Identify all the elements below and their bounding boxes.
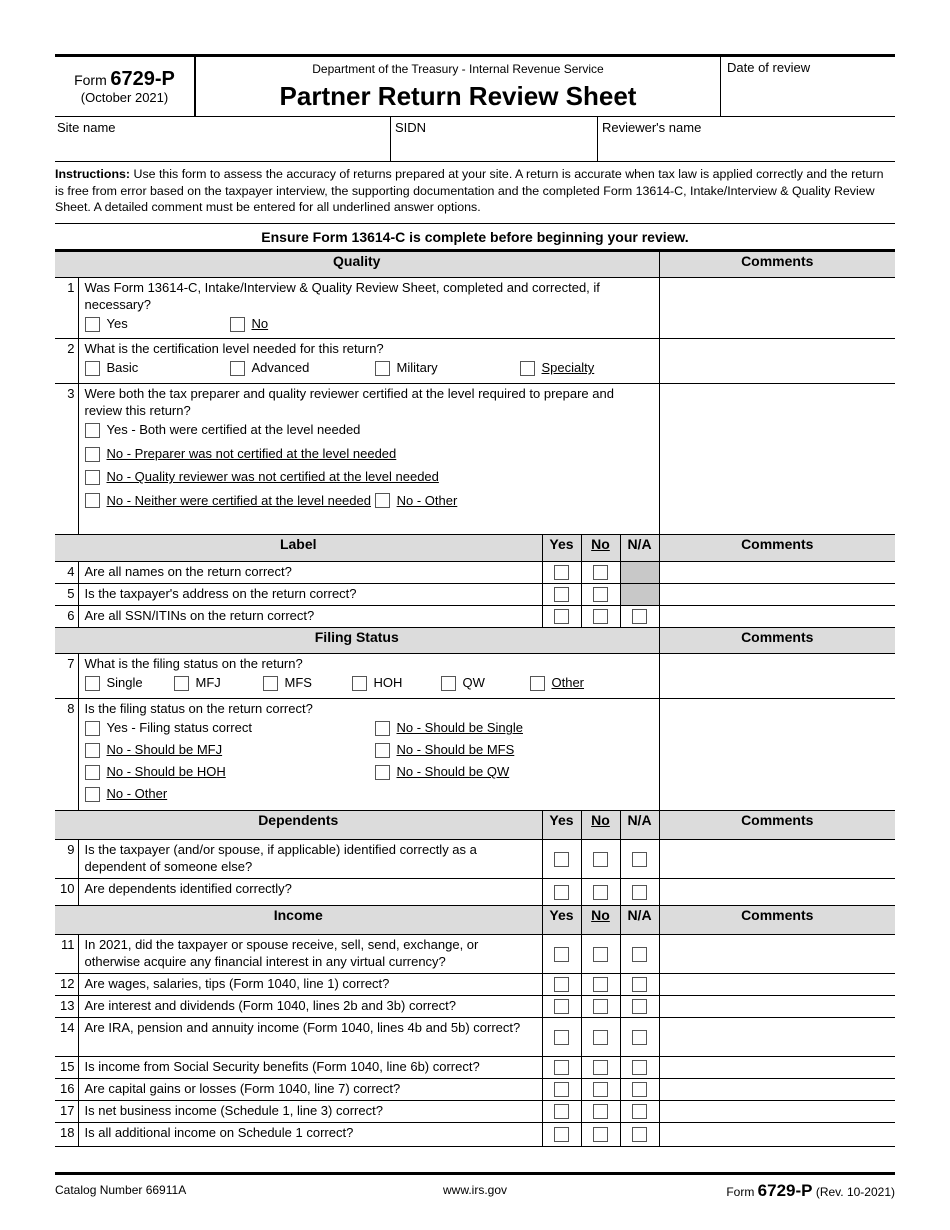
na-cell-disabled [620,562,659,584]
section-title-dependents: Dependents [55,811,542,840]
option-label: HOH [373,675,403,691]
question-row-7 [55,654,895,699]
comment-cell[interactable] [659,840,895,879]
question-text: Is the taxpayer's address on the return correct? [78,584,542,606]
site-info-row [55,117,895,162]
section-header-quality [55,252,895,278]
comment-cell[interactable] [659,1079,895,1101]
yes-checkbox[interactable] [554,565,569,580]
yes-cell [542,996,581,1018]
comment-cell[interactable] [659,384,895,535]
checkbox[interactable] [352,676,367,691]
agency-name: Department of the Treasury - Internal Revenue Service [312,62,604,76]
question-row-16 [55,1079,895,1101]
na-cell [620,606,659,628]
no-checkbox[interactable] [593,947,608,962]
question-row-1 [55,278,895,339]
comment-cell[interactable] [659,1101,895,1123]
na-checkbox[interactable] [632,1082,647,1097]
form-label: Form [74,72,107,88]
yes-checkbox[interactable] [554,1030,569,1045]
question-row-4 [55,562,895,584]
na-checkbox[interactable] [632,977,647,992]
option-no-mfs[interactable] [375,740,625,762]
question-cell [78,384,659,535]
checkbox[interactable] [85,493,100,508]
question-text: Is net business income (Schedule 1, line 3) correct? [78,1101,542,1123]
section-title-filing-status: Filing Status [55,628,659,654]
question-number: 3 [55,384,78,535]
option-no-neither[interactable] [85,490,371,512]
na-checkbox[interactable] [632,852,647,867]
option-label: QW [462,675,485,691]
question-row-3 [55,384,895,535]
checkbox[interactable] [85,676,100,691]
checkbox[interactable] [375,765,390,780]
question-text: Are dependents identified correctly? [78,879,542,906]
answer-options [85,673,654,695]
site-name-label: Site name [57,120,116,135]
section-header-filing-status [55,628,895,654]
comments-header: Comments [659,906,895,935]
question-text: Is the taxpayer (and/or spouse, if applicable) identified correctly as a dependent of someone else? [78,840,542,879]
question-row-11 [55,935,895,974]
option-other[interactable] [530,673,585,695]
no-cell [581,996,620,1018]
checkbox[interactable] [85,765,100,780]
checkbox[interactable] [230,317,245,332]
answer-options [85,358,654,380]
na-checkbox[interactable] [632,885,647,900]
question-text: Is all additional income on Schedule 1 correct? [78,1123,542,1147]
checkbox[interactable] [174,676,189,691]
yes-checkbox[interactable] [554,1104,569,1119]
instructions [55,162,895,224]
comment-cell[interactable] [659,339,895,384]
no-checkbox[interactable] [593,1060,608,1075]
option-no[interactable] [230,314,269,336]
no-checkbox[interactable] [593,1127,608,1142]
no-cell [581,879,620,906]
answer-options [85,314,654,336]
option-label: No - Should be MFJ [106,742,223,758]
no-checkbox[interactable] [593,1082,608,1097]
na-cell [620,996,659,1018]
review-table [55,251,895,1147]
site-name-field[interactable] [55,117,391,161]
checkbox[interactable] [375,493,390,508]
option-label: No - Neither were certified at the level needed [106,492,371,508]
no-checkbox[interactable] [593,1030,608,1045]
no-cell [581,1079,620,1101]
option-label: Yes - Filing status correct [106,720,252,736]
na-header: N/A [620,906,659,935]
na-cell [620,935,659,974]
date-of-review-field[interactable] [720,57,895,116]
no-checkbox[interactable] [593,885,608,900]
checkbox[interactable] [375,743,390,758]
option-label: Yes - Both were certified at the level needed [106,422,361,438]
no-header: No [581,811,620,840]
question-text: Was Form 13614-C, Intake/Interview & Quality Review Sheet, completed and corrected, if necessary? [84,280,600,312]
option-label: No - Quality reviewer was not certified at the level needed [106,469,439,485]
question-cell [78,699,659,811]
question-number: 10 [55,879,78,906]
comments-header: Comments [659,628,895,654]
question-number: 13 [55,996,78,1018]
option-label: Advanced [251,360,310,376]
yes-checkbox[interactable] [554,947,569,962]
sidn-label: SIDN [395,120,427,135]
question-row-18 [55,1123,895,1147]
question-text: Is income from Social Security benefits (Form 1040, line 6b) correct? [78,1057,542,1079]
na-header: N/A [620,811,659,840]
yes-checkbox[interactable] [554,999,569,1014]
checkbox[interactable] [520,361,535,376]
option-mfj[interactable] [174,673,263,695]
question-number: 15 [55,1057,78,1079]
na-cell [620,1079,659,1101]
instructions-text: Use this form to assess the accuracy of returns prepared at your site. A return is accurate when tax law is applied correctly and the return is free from error based on the taxpayer interview, the supporting documentation and the completed Form 13614-C, Intake/Interview & Quality Review Sheet. A detailed comment must be entered for all underlined answer options. [55,167,884,215]
no-cell [581,1057,620,1079]
answer-options [85,718,654,806]
question-row-6 [55,606,895,628]
na-cell [620,879,659,906]
checkbox[interactable] [85,721,100,736]
yes-checkbox[interactable] [554,1060,569,1075]
option-label: No - Should be Single [396,720,523,736]
option-label: Military [396,360,438,376]
question-number: 8 [55,699,78,811]
question-text: Are IRA, pension and annuity income (Form 1040, lines 4b and 5b) correct? [78,1018,542,1057]
footer-form-id [726,1180,895,1202]
no-checkbox[interactable] [593,565,608,580]
na-cell [620,1101,659,1123]
comment-cell[interactable] [659,562,895,584]
instructions-heading: Instructions: [55,167,131,181]
section-header-label [55,535,895,562]
question-row-9 [55,840,895,879]
no-checkbox[interactable] [593,1104,608,1119]
question-text: Were both the tax preparer and quality reviewer certified at the level required to prepare and review this return? [84,386,614,418]
yes-checkbox[interactable] [554,852,569,867]
yes-header: Yes [542,535,581,562]
page-title: Partner Return Review Sheet [279,80,637,111]
question-text: Are interest and dividends (Form 1040, lines 2b and 3b) correct? [78,996,542,1018]
question-row-15 [55,1057,895,1079]
question-row-5 [55,584,895,606]
no-checkbox[interactable] [593,977,608,992]
question-cell [78,654,659,699]
question-row-10 [55,879,895,906]
section-header-income [55,906,895,935]
no-cell [581,1123,620,1147]
option-yes[interactable] [85,314,230,336]
na-checkbox[interactable] [632,1104,647,1119]
option-no-other[interactable] [375,490,458,512]
option-no-preparer[interactable] [85,443,397,465]
yes-checkbox[interactable] [554,885,569,900]
comment-cell[interactable] [659,879,895,906]
option-advanced[interactable] [230,358,375,380]
question-row-2 [55,339,895,384]
checkbox[interactable] [530,676,545,691]
yes-cell [542,1057,581,1079]
option-qw[interactable] [441,673,530,695]
option-no-hoh[interactable] [85,762,375,784]
reviewer-name-field[interactable] [598,117,895,161]
comment-cell[interactable] [659,1123,895,1147]
question-text: What is the filing status on the return? [84,656,303,671]
option-label: No - Preparer was not certified at the level needed [106,445,397,461]
checkbox[interactable] [85,470,100,485]
question-row-13 [55,996,895,1018]
sidn-field[interactable] [391,117,598,161]
option-label: No - Should be MFS [396,742,515,758]
question-text: What is the certification level needed for this return? [84,341,384,356]
question-number: 17 [55,1101,78,1123]
option-specialty[interactable] [520,358,595,380]
footer-form-label: Form [726,1185,755,1199]
no-cell [581,584,620,606]
option-single[interactable] [85,673,174,695]
form-header [55,54,895,117]
question-number: 9 [55,840,78,879]
na-cell [620,1018,659,1057]
no-cell [581,1101,620,1123]
na-header: N/A [620,535,659,562]
question-number: 18 [55,1123,78,1147]
comment-cell[interactable] [659,606,895,628]
yes-checkbox[interactable] [554,609,569,624]
no-cell [581,562,620,584]
no-cell [581,935,620,974]
section-title-label: Label [55,535,542,562]
yes-cell [542,935,581,974]
question-text: Is the filing status on the return correct? [84,701,313,716]
comment-cell[interactable] [659,1057,895,1079]
checkbox[interactable] [263,676,278,691]
na-cell [620,840,659,879]
option-no-mfj[interactable] [85,740,375,762]
option-no-other[interactable] [85,784,375,806]
option-label: Yes [106,316,128,332]
comment-cell[interactable] [659,1018,895,1057]
yes-header: Yes [542,811,581,840]
yes-cell [542,1079,581,1101]
section-title-quality: Quality [55,252,659,278]
question-number: 14 [55,1018,78,1057]
catalog-number: Catalog Number 66911A [55,1183,187,1197]
comments-header: Comments [659,811,895,840]
question-number: 7 [55,654,78,699]
option-label: No [251,316,269,332]
na-checkbox[interactable] [632,1060,647,1075]
option-label: No - Should be HOH [106,764,226,780]
comment-cell[interactable] [659,654,895,699]
question-text: Are all SSN/ITINs on the return correct? [78,606,542,628]
checkbox[interactable] [85,447,100,462]
yes-cell [542,974,581,996]
yes-cell [542,606,581,628]
option-label: Basic [106,360,139,376]
yes-checkbox[interactable] [554,1127,569,1142]
na-checkbox[interactable] [632,947,647,962]
no-checkbox[interactable] [593,852,608,867]
question-number: 1 [55,278,78,339]
na-cell [620,1057,659,1079]
question-number: 4 [55,562,78,584]
yes-cell [542,840,581,879]
yes-checkbox[interactable] [554,977,569,992]
question-text: In 2021, did the taxpayer or spouse receive, sell, send, exchange, or otherwise acquire any financial interest in any virtual currency? [78,935,542,974]
na-checkbox[interactable] [632,1030,647,1045]
option-no-qw[interactable] [375,762,625,784]
na-checkbox[interactable] [632,609,647,624]
comments-header: Comments [659,535,895,562]
comment-cell[interactable] [659,974,895,996]
section-header-dependents [55,811,895,840]
na-checkbox[interactable] [632,1127,647,1142]
yes-checkbox[interactable] [554,1082,569,1097]
na-cell-disabled [620,584,659,606]
question-text: Are capital gains or losses (Form 1040, line 7) correct? [78,1079,542,1101]
no-cell [581,840,620,879]
question-number: 5 [55,584,78,606]
option-no-reviewer[interactable] [85,467,439,489]
option-label: MFS [284,675,312,691]
option-no-single[interactable] [375,718,625,740]
no-cell [581,606,620,628]
option-label: MFJ [195,675,221,691]
no-cell [581,974,620,996]
header-title-area [196,57,720,116]
checkbox[interactable] [85,317,100,332]
no-header: No [581,906,620,935]
na-cell [620,1123,659,1147]
checkbox[interactable] [85,423,100,438]
yes-cell [542,584,581,606]
question-text: Are all names on the return correct? [78,562,542,584]
question-number: 16 [55,1079,78,1101]
checkbox[interactable] [375,361,390,376]
reviewer-name-label: Reviewer's name [602,120,702,135]
question-row-14 [55,1018,895,1057]
option-yes-both[interactable] [85,420,361,442]
no-checkbox[interactable] [593,587,608,602]
no-header: No [581,535,620,562]
yes-header: Yes [542,906,581,935]
option-label: No - Should be QW [396,764,510,780]
checkbox[interactable] [441,676,456,691]
comment-cell[interactable] [659,584,895,606]
yes-cell [542,1101,581,1123]
option-label: Other [551,675,585,691]
option-military[interactable] [375,358,520,380]
na-checkbox[interactable] [632,999,647,1014]
comment-cell[interactable] [659,278,895,339]
no-cell [581,1018,620,1057]
question-number: 12 [55,974,78,996]
date-of-review-label: Date of review [727,60,811,75]
yes-cell [542,1018,581,1057]
form-page [55,54,895,1147]
comment-cell[interactable] [659,935,895,974]
option-label: No - Other [106,786,168,802]
na-cell [620,974,659,996]
yes-cell [542,1123,581,1147]
checkbox[interactable] [85,743,100,758]
section-title-income: Income [55,906,542,935]
question-number: 11 [55,935,78,974]
option-mfs[interactable] [263,673,352,695]
option-basic[interactable] [85,358,230,380]
checkbox[interactable] [85,361,100,376]
question-cell [78,339,659,384]
option-yes-correct[interactable] [85,718,375,740]
question-number: 2 [55,339,78,384]
question-row-12 [55,974,895,996]
form-id-box [55,57,196,116]
yes-cell [542,879,581,906]
question-text: Are wages, salaries, tips (Form 1040, line 1) correct? [78,974,542,996]
checkbox[interactable] [85,787,100,802]
ensure-note: Ensure Form 13614-C is complete before beginning your review. [55,224,895,251]
question-row-8 [55,699,895,811]
comment-cell[interactable] [659,996,895,1018]
no-checkbox[interactable] [593,609,608,624]
page-footer [55,1172,895,1202]
yes-cell [542,562,581,584]
yes-checkbox[interactable] [554,587,569,602]
checkbox[interactable] [375,721,390,736]
question-row-17 [55,1101,895,1123]
question-number: 6 [55,606,78,628]
option-hoh[interactable] [352,673,441,695]
option-label: No - Other [396,492,458,508]
form-number: 6729-P [110,68,175,90]
question-cell [78,278,659,339]
footer-form-number: 6729-P [757,1181,813,1200]
comment-cell[interactable] [659,699,895,811]
option-label: Specialty [541,360,595,376]
irs-website: www.irs.gov [442,1183,507,1197]
comments-header: Comments [659,252,895,278]
no-checkbox[interactable] [593,999,608,1014]
footer-revision: (Rev. 10-2021) [815,1185,895,1199]
checkbox[interactable] [230,361,245,376]
form-date: (October 2021) [80,90,169,105]
option-label: Single [106,675,143,691]
